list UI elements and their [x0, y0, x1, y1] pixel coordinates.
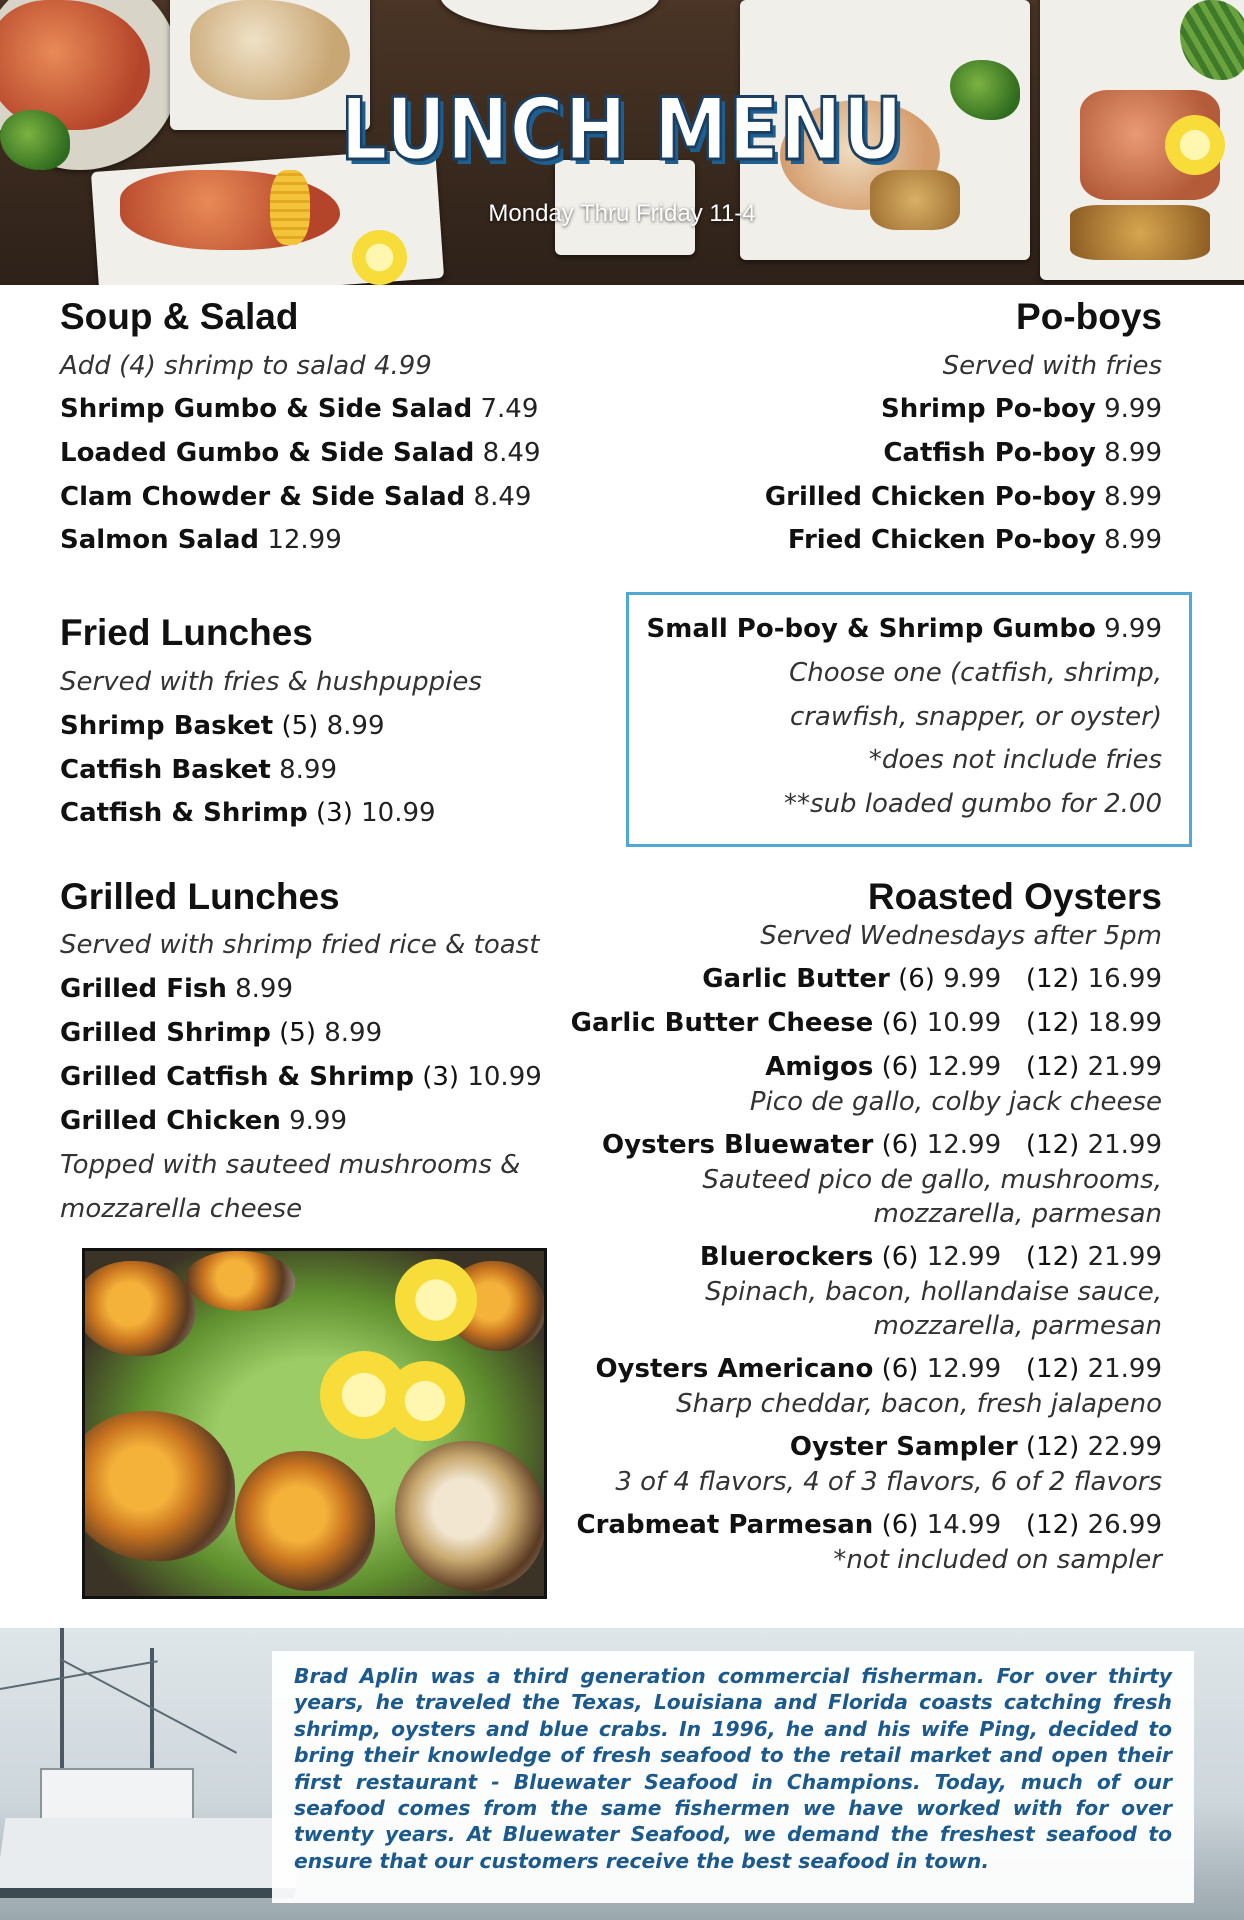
- header-banner: [0, 0, 1244, 285]
- oyster-description: Sharp cheddar, bacon, fresh jalapeno: [676, 1389, 1162, 1419]
- item-name: Shrimp Gumbo & Side Salad: [60, 394, 473, 424]
- lemon-image: [385, 1361, 465, 1441]
- menu-item: [60, 525, 342, 555]
- twelve-qty: (12): [1025, 1052, 1080, 1082]
- oyster-description: *not included on sampler: [833, 1545, 1162, 1575]
- item-name: Salmon Salad: [60, 525, 260, 555]
- item-name: Grilled Catfish & Shrimp: [60, 1062, 414, 1092]
- lemon-image: [352, 230, 407, 285]
- menu-item: [60, 974, 293, 1004]
- oyster-description: Sauteed pico de gallo, mushrooms,: [702, 1165, 1162, 1195]
- item-name: Oysters Bluewater: [602, 1130, 874, 1160]
- item-name: Shrimp Basket: [60, 711, 274, 741]
- oyster-image: [185, 1251, 295, 1311]
- item-price: 8.99: [235, 974, 294, 1004]
- menu-item: [881, 394, 1162, 424]
- item-name: Catfish & Shrimp: [60, 798, 308, 828]
- item-price: 8.49: [482, 438, 541, 468]
- item-name: Shrimp Po-boy: [880, 394, 1096, 424]
- six-qty: (6): [881, 1008, 919, 1038]
- section-title-fried: Fried Lunches: [60, 612, 313, 653]
- restaurant-story-text: Brad Aplin was a third generation commercial fisherman. For over thirty years, he traveled the Texas, Louisiana and Florida coasts catching fresh shrimp, oysters and blue crabs. In 1996, he and his wife Ping, decided to bring their knowledge of fresh seafood to the retail market and open their first restaurant - Bluewater Seafood in Champions. Today, much of our seafood comes from the same fishermen we have worked with for over twenty years. At Bluewater Seafood, we demand the freshest seafood to ensure that our customers receive the best seafood in town.: [294, 1664, 1172, 1873]
- section-title-grilled: Grilled Lunches: [60, 876, 340, 917]
- hours-subtitle: Monday Thru Friday 11-4: [488, 200, 756, 227]
- section-title-oysters: Roasted Oysters: [867, 876, 1162, 917]
- menu-item: [60, 755, 337, 785]
- item-price: 10.99: [361, 798, 436, 828]
- special-box-note: Choose one (catfish, shrimp,: [789, 658, 1162, 688]
- item-price: 8.99: [1104, 525, 1162, 555]
- item-name: Oysters Americano: [595, 1354, 874, 1384]
- menu-item: [60, 1062, 542, 1092]
- grilled-note: Served with shrimp fried rice & toast: [60, 930, 540, 960]
- oyster-image: [235, 1451, 375, 1591]
- twelve-price: 18.99: [1087, 1008, 1162, 1038]
- item-name: Catfish Basket: [60, 755, 271, 785]
- twelve-price: 22.99: [1087, 1432, 1162, 1462]
- item-qty: (3): [316, 798, 353, 828]
- item-price: 9.99: [1104, 394, 1162, 424]
- item-price: 9.99: [289, 1106, 348, 1136]
- oyster-item: [702, 964, 1162, 994]
- soup-salad-note: Add (4) shrimp to salad 4.99: [60, 351, 432, 381]
- item-price: 8.49: [473, 482, 532, 512]
- item-name: Garlic Butter: [702, 964, 890, 994]
- oyster-item: [790, 1432, 1162, 1462]
- menu-item: [60, 394, 538, 424]
- item-name: Grilled Fish: [60, 974, 227, 1004]
- food-plate-image: [440, 0, 660, 30]
- oyster-item: [602, 1130, 1162, 1160]
- oyster-item: [765, 1052, 1162, 1082]
- twelve-qty: (12): [1025, 964, 1080, 994]
- oyster-item: [577, 1510, 1162, 1540]
- oyster-item: [700, 1242, 1162, 1272]
- six-price: 12.99: [926, 1242, 1002, 1272]
- item-name: Grilled Chicken Po-boy: [764, 482, 1096, 512]
- item-name: Grilled Chicken: [60, 1106, 281, 1136]
- twelve-price: 16.99: [1087, 964, 1162, 994]
- six-price: 9.99: [943, 964, 1002, 994]
- item-qty: (5): [281, 711, 319, 741]
- item-price: 8.99: [326, 711, 385, 741]
- item-price: 8.99: [1104, 482, 1162, 512]
- twelve-qty: (12): [1025, 1008, 1080, 1038]
- special-box-note: *does not include fries: [868, 745, 1162, 775]
- six-qty: (6): [881, 1354, 919, 1384]
- twelve-qty: (12): [1025, 1242, 1080, 1272]
- oyster-description: Pico de gallo, colby jack cheese: [749, 1087, 1162, 1117]
- menu-item: [788, 525, 1162, 555]
- roasted-oysters-photo: [82, 1248, 547, 1599]
- six-price: 10.99: [926, 1008, 1002, 1038]
- twelve-qty: (12): [1025, 1432, 1080, 1462]
- greens-image: [0, 110, 70, 170]
- item-name: Loaded Gumbo & Side Salad: [60, 438, 475, 468]
- six-price: 12.99: [926, 1130, 1002, 1160]
- item-name: Clam Chowder & Side Salad: [60, 482, 466, 512]
- twelve-price: 21.99: [1087, 1130, 1162, 1160]
- six-qty: (6): [898, 964, 935, 994]
- twelve-qty: (12): [1025, 1354, 1080, 1384]
- fried-note: Served with fries & hushpuppies: [60, 667, 482, 697]
- item-name: Bluerockers: [699, 1242, 874, 1272]
- item-name: Small Po-boy & Shrimp Gumbo: [646, 614, 1096, 644]
- twelve-price: 26.99: [1087, 1510, 1162, 1540]
- item-qty: (5): [279, 1018, 316, 1048]
- lemon-image: [1165, 115, 1225, 175]
- six-qty: (6): [881, 1052, 919, 1082]
- menu-item: [60, 482, 531, 512]
- grilled-chicken-note: mozzarella cheese: [60, 1194, 303, 1224]
- six-price: 12.99: [926, 1052, 1002, 1082]
- special-box-note: crawfish, snapper, or oyster): [789, 702, 1162, 732]
- section-title-soup-salad: Soup & Salad: [60, 296, 299, 337]
- twelve-price: 21.99: [1087, 1354, 1162, 1384]
- menu-item: [60, 1018, 382, 1048]
- oyster-description: mozzarella, parmesan: [873, 1311, 1162, 1341]
- item-price: 8.99: [1104, 438, 1162, 468]
- item-name: Fried Chicken Po-boy: [787, 525, 1096, 555]
- section-title-poboys: Po-boys: [1016, 296, 1162, 337]
- grilled-chicken-note: Topped with sauteed mushrooms &: [60, 1150, 521, 1180]
- boat-rigging-image: [0, 1660, 158, 1690]
- item-price: 12.99: [267, 525, 342, 555]
- twelve-price: 21.99: [1087, 1242, 1162, 1272]
- menu-item: [765, 482, 1162, 512]
- twelve-qty: (12): [1025, 1510, 1080, 1540]
- item-name: Garlic Butter Cheese: [570, 1008, 874, 1038]
- six-qty: (6): [881, 1242, 919, 1272]
- item-name: Crabmeat Parmesan: [576, 1510, 874, 1540]
- special-box-note: **sub loaded gumbo for 2.00: [783, 789, 1162, 819]
- oysters-note: Served Wednesdays after 5pm: [760, 921, 1162, 951]
- item-name: Grilled Shrimp: [60, 1018, 271, 1048]
- item-name: Amigos: [765, 1052, 874, 1082]
- oyster-description: Spinach, bacon, hollandaise sauce,: [705, 1277, 1162, 1307]
- oyster-image: [82, 1261, 195, 1356]
- menu-item: [60, 798, 436, 828]
- item-price: 9.99: [1104, 614, 1162, 644]
- menu-item: [60, 1106, 347, 1136]
- item-qty: (3): [422, 1062, 460, 1092]
- menu-item: [60, 711, 384, 741]
- menu-item: [647, 614, 1162, 644]
- menu-item: [60, 438, 541, 468]
- twelve-price: 21.99: [1087, 1052, 1162, 1082]
- lemon-image: [395, 1259, 477, 1341]
- oyster-description: mozzarella, parmesan: [873, 1199, 1162, 1229]
- item-price: 8.99: [324, 1018, 383, 1048]
- six-price: 12.99: [926, 1354, 1002, 1384]
- six-price: 14.99: [926, 1510, 1002, 1540]
- item-price: 10.99: [467, 1062, 542, 1092]
- boat-hull-image: [0, 1818, 306, 1898]
- menu-item: [883, 438, 1162, 468]
- six-qty: (6): [881, 1510, 919, 1540]
- item-price: 7.49: [480, 394, 539, 424]
- item-name: Catfish Po-boy: [883, 438, 1096, 468]
- oyster-image: [395, 1441, 545, 1591]
- oyster-description: 3 of 4 flavors, 4 of 3 flavors, 6 of 2 flavors: [615, 1467, 1162, 1497]
- oyster-item: [571, 1008, 1162, 1038]
- poboys-note: Served with fries: [942, 351, 1162, 381]
- page-title: LUNCH MENU: [340, 80, 904, 180]
- item-name: Oyster Sampler: [789, 1432, 1018, 1462]
- oyster-item: [595, 1354, 1162, 1384]
- restaurant-story-panel: [272, 1651, 1194, 1903]
- oyster-image: [82, 1411, 235, 1561]
- six-qty: (6): [881, 1130, 919, 1160]
- twelve-qty: (12): [1025, 1130, 1080, 1160]
- item-price: 8.99: [279, 755, 338, 785]
